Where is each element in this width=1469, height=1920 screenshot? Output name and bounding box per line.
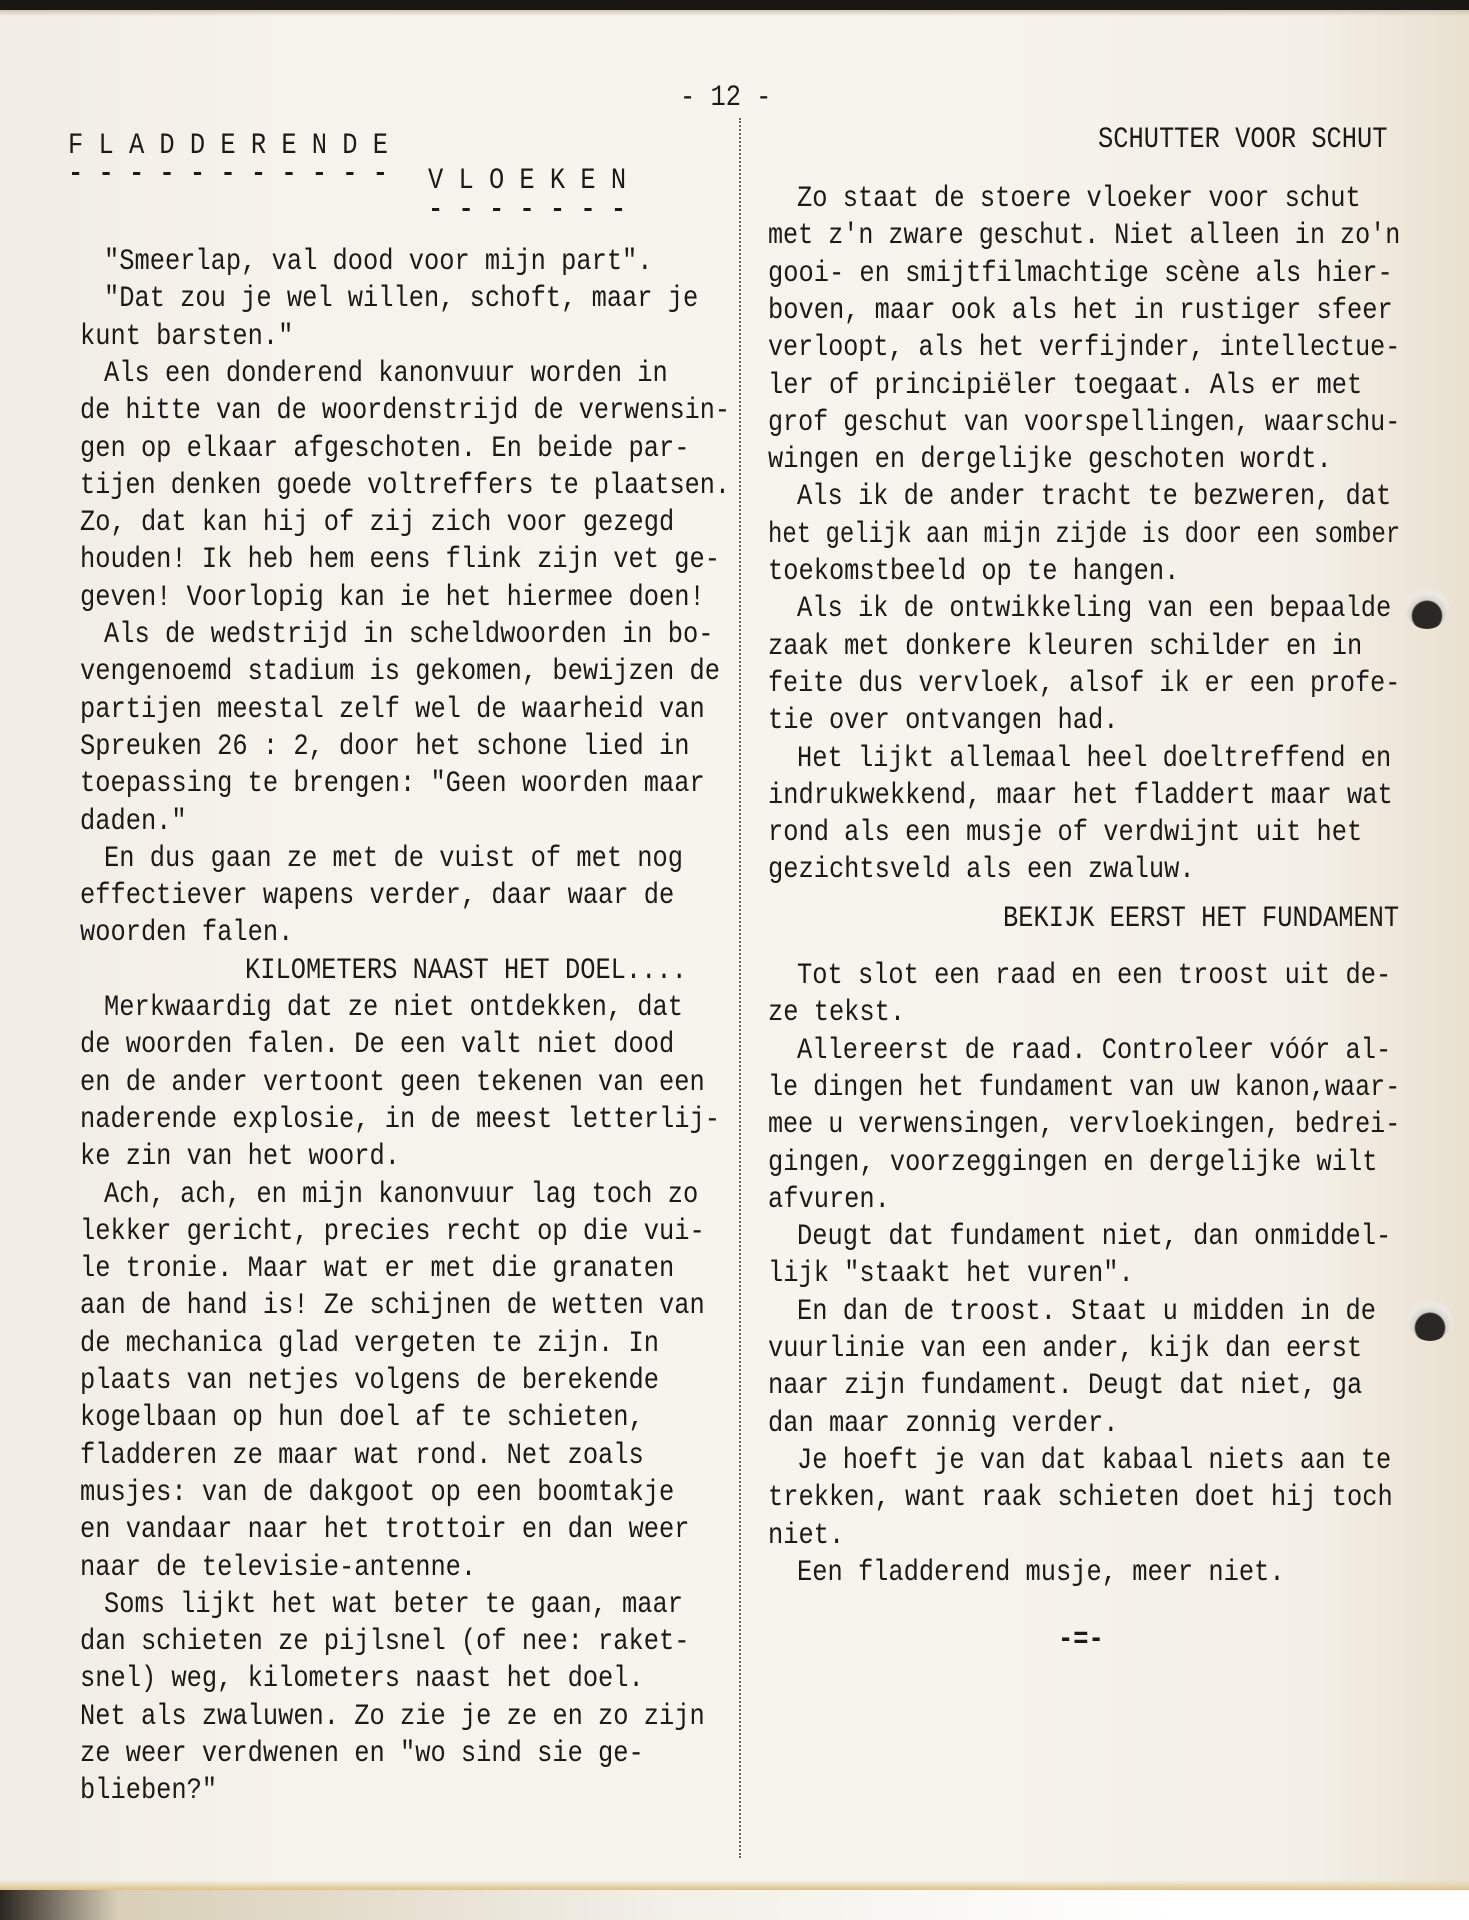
text-line: Tot slot een raad en een troost uit de- bbox=[797, 958, 1392, 993]
text-line: tie over ontvangen had. bbox=[768, 703, 1119, 738]
title-underline-2: - - - - - - - bbox=[428, 195, 627, 224]
text-line: Als ik de ander tracht te bezweren, dat bbox=[797, 479, 1392, 514]
title-underline-1: - - - - - - - - - - - bbox=[68, 159, 388, 188]
text-line: Net als zwaluwen. Zo zie je ze en zo zijn bbox=[80, 1698, 705, 1733]
text-line: wingen en dergelijke geschoten wordt. bbox=[768, 442, 1332, 477]
text-line: Als een donderend kanonvuur worden in bbox=[104, 355, 668, 391]
text-line: daden." bbox=[80, 803, 187, 838]
text-line: de mechanica glad vergeten te zijn. In bbox=[80, 1325, 660, 1360]
text-line: het gelijk aan mijn zijde is door een somber bbox=[768, 516, 1401, 551]
section-heading: BEKIJK EERST HET FUNDAMENT bbox=[1003, 900, 1400, 935]
text-line: Zo staat de stoere vloeker voor schut bbox=[797, 181, 1361, 216]
text-line: Als ik de ontwikkeling van een bepaalde bbox=[797, 591, 1392, 626]
text-line: de hitte van de woordenstrijd de verwensin- bbox=[80, 393, 730, 428]
text-line: trekken, want raak schieten doet hij toch bbox=[768, 1480, 1393, 1515]
text-line: le tronie. Maar wat er met die granaten bbox=[80, 1251, 675, 1286]
text-line: plaats van netjes volgens de berekende bbox=[80, 1363, 660, 1398]
text-line: ze weer verdwenen en "wo sind sie ge- bbox=[80, 1736, 644, 1771]
text-line: kunt barsten." bbox=[80, 318, 294, 353]
text-line: gooi- en smijtfilmachtige scène als hier- bbox=[768, 255, 1393, 290]
text-line: gezichtsveld als een zwaluw. bbox=[768, 852, 1195, 887]
text-line: Allereerst de raad. Controleer vóór al- bbox=[797, 1032, 1392, 1067]
text-line: blieben?" bbox=[80, 1773, 218, 1808]
text-line: woorden falen. bbox=[80, 915, 294, 950]
text-line: vuurlinie van een ander, kijk dan eerst bbox=[768, 1331, 1363, 1366]
text-line: ze tekst. bbox=[768, 995, 906, 1030]
text-line: ke zin van het woord. bbox=[80, 1139, 400, 1174]
text-line: lekker gericht, precies recht op die vui- bbox=[80, 1213, 705, 1249]
scan-background-strip bbox=[0, 1890, 1469, 1920]
text-line: Zo, dat kan hij of zij zich voor gezegd bbox=[80, 505, 675, 540]
text-line: mee u verwensingen, vervloekingen, bedrei- bbox=[768, 1107, 1401, 1142]
text-line: geven! Voorlopig kan ie het hiermee doen! bbox=[80, 579, 705, 614]
text-line: Deugt dat fundament niet, dan onmiddel- bbox=[797, 1219, 1392, 1254]
article-title-line-2: V L O E K E N bbox=[428, 163, 627, 198]
text-line: Het lijkt allemaal heel doeltreffend en bbox=[797, 740, 1392, 775]
right-section-title: SCHUTTER VOOR SCHUT bbox=[1098, 122, 1388, 157]
text-line: Ach, ach, en mijn kanonvuur lag toch zo bbox=[104, 1176, 699, 1211]
text-line: partijen meestal zelf wel de waarheid van bbox=[80, 691, 705, 726]
text-line: naar zijn fundament. Deugt dat niet, ga bbox=[768, 1368, 1363, 1403]
text-line: naar de televisie-antenne. bbox=[80, 1549, 477, 1584]
text-line: kogelbaan op hun doel af te schieten, bbox=[80, 1400, 644, 1435]
text-line: grof geschut van voorspellingen, waarschu- bbox=[768, 404, 1401, 440]
text-line: rond als een musje of verdwijnt uit het bbox=[768, 815, 1363, 850]
text-line: houden! Ik heb hem eens flink zijn vet ge- bbox=[80, 542, 720, 577]
text-line: afvuren. bbox=[768, 1181, 890, 1217]
page-top-edge bbox=[0, 10, 1469, 16]
text-line: snel) weg, kilometers naast het doel. bbox=[80, 1661, 644, 1696]
text-line: en de ander vertoont geen tekenen van een bbox=[80, 1064, 705, 1099]
document-page bbox=[0, 10, 1469, 1890]
text-line: lijk "staakt het vuren". bbox=[768, 1256, 1134, 1291]
text-line: tijen denken goede voltreffers te plaatsen. bbox=[80, 467, 730, 503]
text-line: toepassing te brengen: "Geen woorden maar bbox=[80, 766, 705, 801]
text-line: dan maar zonnig verder. bbox=[768, 1405, 1119, 1440]
text-line: verloopt, als het verfijnder, intellectue- bbox=[768, 330, 1401, 365]
text-line: Soms lijkt het wat beter te gaan, maar bbox=[104, 1586, 684, 1622]
page-bottom-edge bbox=[0, 1880, 1469, 1890]
text-line: feite dus vervloek, alsof ik er een profe- bbox=[768, 665, 1401, 701]
text-line: effectiever wapens verder, daar waar de bbox=[80, 878, 675, 913]
text-line: dan schieten ze pijlsnel (of nee: raket- bbox=[80, 1624, 690, 1659]
text-line: Als de wedstrijd in scheldwoorden in bo- bbox=[104, 617, 714, 652]
end-mark: -=- bbox=[1058, 1622, 1104, 1657]
text-line: Merkwaardig dat ze niet ontdekken, dat bbox=[104, 990, 684, 1025]
text-line: indrukwekkend, maar het fladdert maar wat bbox=[768, 777, 1393, 813]
text-line: zaak met donkere kleuren schilder en in bbox=[768, 628, 1363, 663]
text-line: naderende explosie, in de meest letterlij- bbox=[80, 1101, 720, 1137]
text-line: Je hoeft je van dat kabaal niets aan te bbox=[797, 1442, 1392, 1478]
text-line: en vandaar naar het trottoir en dan weer bbox=[80, 1512, 690, 1547]
text-line: niet. bbox=[768, 1517, 845, 1552]
text-line: Een fladderend musje, meer niet. bbox=[797, 1554, 1285, 1590]
punch-hole-bottom bbox=[1408, 1297, 1452, 1341]
column-divider bbox=[739, 118, 741, 1858]
text-line: fladderen ze maar wat rond. Net zoals bbox=[80, 1437, 644, 1472]
text-line: "Dat zou je wel willen, schoft, maar je bbox=[104, 281, 699, 316]
text-line: met z'n zware geschut. Niet alleen in zo'n bbox=[768, 218, 1401, 253]
text-line: le dingen het fundament van uw kanon,waar- bbox=[768, 1069, 1401, 1105]
article-title-line-1: F L A D D E R E N D E bbox=[68, 128, 388, 163]
text-line: Spreuken 26 : 2, door het schone lied in bbox=[80, 728, 690, 764]
text-line: aan de hand is! Ze schijnen de wetten van bbox=[80, 1288, 705, 1323]
text-line: ler of principiëler toegaat. Als er met bbox=[768, 367, 1363, 402]
text-line: musjes: van de dakgoot op een boomtakje bbox=[80, 1474, 675, 1510]
punch-hole-top bbox=[1405, 585, 1449, 629]
text-line: boven, maar ook als het in rustiger sfeer bbox=[768, 292, 1393, 328]
text-line: toekomstbeeld op te hangen. bbox=[768, 554, 1180, 589]
text-line: gen op elkaar afgeschoten. En beide par- bbox=[80, 430, 690, 465]
text-line: En dus gaan ze met de vuist of met nog bbox=[104, 840, 684, 876]
text-line: gingen, voorzeggingen en dergelijke wilt bbox=[768, 1144, 1378, 1179]
text-line: vengenoemd stadium is gekomen, bewijzen de bbox=[80, 654, 720, 689]
section-heading: KILOMETERS NAAST HET DOEL.... bbox=[245, 952, 687, 987]
text-line: "Smeerlap, val dood voor mijn part". bbox=[104, 244, 653, 279]
text-line: En dan de troost. Staat u midden in de bbox=[797, 1293, 1377, 1328]
text-line: de woorden falen. De een valt niet dood bbox=[80, 1027, 675, 1062]
page-number: - 12 - bbox=[680, 80, 772, 115]
